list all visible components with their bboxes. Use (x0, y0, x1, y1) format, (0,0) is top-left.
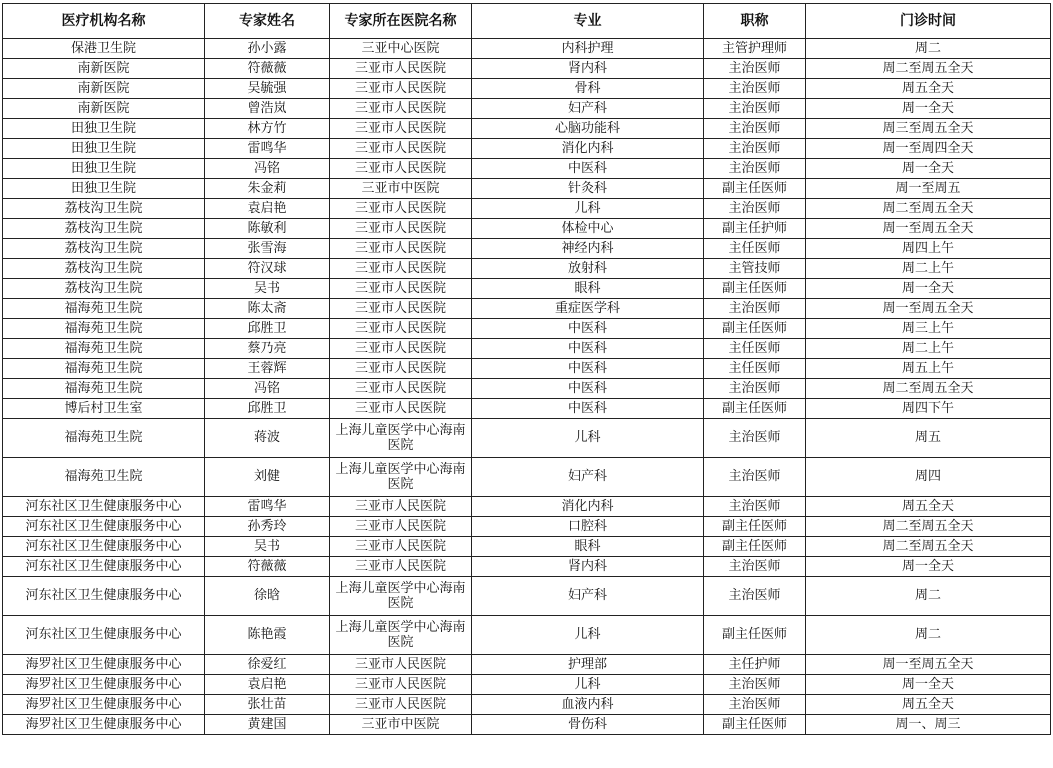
cell-institution: 福海苑卫生院 (3, 339, 205, 359)
cell-expert-hospital: 三亚市人民医院 (330, 279, 472, 299)
cell-expert-hospital: 三亚市人民医院 (330, 399, 472, 419)
cell-expert-hospital: 三亚市人民医院 (330, 299, 472, 319)
schedule-table-wrapper (2, 3, 1050, 735)
cell-expert-hospital: 三亚市人民医院 (330, 675, 472, 695)
cell-title: 主治医师 (704, 419, 806, 458)
cell-title: 主治医师 (704, 99, 806, 119)
cell-institution: 保港卫生院 (3, 39, 205, 59)
cell-specialty: 肾内科 (472, 59, 704, 79)
cell-specialty: 肾内科 (472, 557, 704, 577)
table-row (3, 616, 1051, 655)
cell-institution: 荔枝沟卫生院 (3, 199, 205, 219)
table-row (3, 695, 1051, 715)
table-row (3, 119, 1051, 139)
cell-clinic-time: 周一至周五 (806, 179, 1051, 199)
cell-title: 主任医师 (704, 339, 806, 359)
cell-clinic-time: 周二至周五全天 (806, 517, 1051, 537)
cell-specialty: 中医科 (472, 399, 704, 419)
cell-institution: 河东社区卫生健康服务中心 (3, 497, 205, 517)
cell-expert-hospital: 三亚市人民医院 (330, 139, 472, 159)
cell-clinic-time: 周四 (806, 458, 1051, 497)
cell-title: 副主任医师 (704, 319, 806, 339)
table-row (3, 59, 1051, 79)
table-row (3, 458, 1051, 497)
cell-clinic-time: 周四下午 (806, 399, 1051, 419)
cell-expert-name: 蒋波 (205, 419, 330, 458)
cell-specialty: 体检中心 (472, 219, 704, 239)
cell-expert-name: 孙秀玲 (205, 517, 330, 537)
cell-institution: 福海苑卫生院 (3, 419, 205, 458)
cell-clinic-time: 周五上午 (806, 359, 1051, 379)
cell-title: 副主任医师 (704, 399, 806, 419)
cell-expert-name: 曾浩岚 (205, 99, 330, 119)
cell-title: 主任医师 (704, 239, 806, 259)
cell-expert-name: 蔡乃亮 (205, 339, 330, 359)
table-row (3, 359, 1051, 379)
cell-expert-name: 邱胜卫 (205, 399, 330, 419)
cell-clinic-time: 周五 (806, 419, 1051, 458)
table-row (3, 715, 1051, 735)
cell-title: 主治医师 (704, 59, 806, 79)
cell-specialty: 心脑功能科 (472, 119, 704, 139)
cell-expert-name: 徐晗 (205, 577, 330, 616)
cell-title: 副主任医师 (704, 537, 806, 557)
cell-expert-name: 吴书 (205, 537, 330, 557)
cell-expert-name: 陈敏利 (205, 219, 330, 239)
cell-institution: 河东社区卫生健康服务中心 (3, 537, 205, 557)
table-row (3, 219, 1051, 239)
cell-title: 主管技师 (704, 259, 806, 279)
header-title: 职称 (704, 4, 806, 39)
cell-expert-hospital: 三亚市人民医院 (330, 517, 472, 537)
cell-expert-hospital: 三亚市人民医院 (330, 59, 472, 79)
cell-expert-hospital: 三亚市人民医院 (330, 497, 472, 517)
table-row (3, 339, 1051, 359)
cell-expert-hospital: 三亚市人民医院 (330, 319, 472, 339)
cell-clinic-time: 周五全天 (806, 497, 1051, 517)
cell-clinic-time: 周一全天 (806, 99, 1051, 119)
table-row (3, 557, 1051, 577)
cell-expert-hospital: 三亚市人民医院 (330, 557, 472, 577)
cell-expert-hospital: 三亚市人民医院 (330, 99, 472, 119)
cell-specialty: 神经内科 (472, 239, 704, 259)
cell-expert-name: 雷鸣华 (205, 497, 330, 517)
cell-title: 主治医师 (704, 379, 806, 399)
cell-title: 主治医师 (704, 79, 806, 99)
cell-specialty: 妇产科 (472, 99, 704, 119)
cell-clinic-time: 周二 (806, 616, 1051, 655)
cell-expert-hospital: 三亚市中医院 (330, 179, 472, 199)
cell-specialty: 骨科 (472, 79, 704, 99)
header-specialty: 专业 (472, 4, 704, 39)
cell-expert-name: 雷鸣华 (205, 139, 330, 159)
table-row (3, 259, 1051, 279)
cell-clinic-time: 周一、周三 (806, 715, 1051, 735)
cell-title: 主治医师 (704, 458, 806, 497)
table-row (3, 537, 1051, 557)
cell-expert-name: 黄建国 (205, 715, 330, 735)
cell-expert-name: 袁启艳 (205, 675, 330, 695)
cell-expert-name: 陈艳霞 (205, 616, 330, 655)
cell-clinic-time: 周一至周四全天 (806, 139, 1051, 159)
cell-institution: 荔枝沟卫生院 (3, 259, 205, 279)
cell-clinic-time: 周二上午 (806, 259, 1051, 279)
cell-specialty: 消化内科 (472, 497, 704, 517)
cell-clinic-time: 周二 (806, 39, 1051, 59)
cell-expert-hospital: 三亚市中医院 (330, 715, 472, 735)
table-row (3, 159, 1051, 179)
cell-institution: 田独卫生院 (3, 139, 205, 159)
cell-institution: 河东社区卫生健康服务中心 (3, 517, 205, 537)
cell-clinic-time: 周一全天 (806, 557, 1051, 577)
table-row (3, 497, 1051, 517)
cell-expert-name: 陈太斋 (205, 299, 330, 319)
cell-specialty: 护理部 (472, 655, 704, 675)
cell-expert-name: 林方竹 (205, 119, 330, 139)
cell-expert-name: 冯铭 (205, 379, 330, 399)
cell-clinic-time: 周二上午 (806, 339, 1051, 359)
cell-clinic-time: 周一至周五全天 (806, 219, 1051, 239)
cell-specialty: 口腔科 (472, 517, 704, 537)
cell-specialty: 儿科 (472, 675, 704, 695)
table-row (3, 199, 1051, 219)
table-row (3, 279, 1051, 299)
cell-expert-name: 徐爱红 (205, 655, 330, 675)
cell-institution: 田独卫生院 (3, 159, 205, 179)
table-row (3, 577, 1051, 616)
cell-title: 副主任医师 (704, 517, 806, 537)
cell-clinic-time: 周三至周五全天 (806, 119, 1051, 139)
table-row (3, 399, 1051, 419)
cell-title: 主治医师 (704, 299, 806, 319)
cell-expert-hospital: 三亚市人民医院 (330, 259, 472, 279)
header-expert-name: 专家姓名 (205, 4, 330, 39)
cell-title: 副主任护师 (704, 219, 806, 239)
cell-specialty: 中医科 (472, 379, 704, 399)
cell-specialty: 内科护理 (472, 39, 704, 59)
cell-institution: 海罗社区卫生健康服务中心 (3, 695, 205, 715)
cell-expert-name: 符薇薇 (205, 557, 330, 577)
cell-institution: 福海苑卫生院 (3, 299, 205, 319)
header-institution: 医疗机构名称 (3, 4, 205, 39)
cell-specialty: 中医科 (472, 159, 704, 179)
cell-clinic-time: 周二至周五全天 (806, 59, 1051, 79)
cell-institution: 海罗社区卫生健康服务中心 (3, 715, 205, 735)
header-row (3, 4, 1051, 39)
cell-institution: 福海苑卫生院 (3, 359, 205, 379)
cell-institution: 博后村卫生室 (3, 399, 205, 419)
cell-clinic-time: 周五全天 (806, 695, 1051, 715)
cell-title: 主治医师 (704, 139, 806, 159)
cell-clinic-time: 周二至周五全天 (806, 537, 1051, 557)
cell-expert-hospital: 上海儿童医学中心海南医院 (330, 419, 472, 458)
cell-clinic-time: 周二至周五全天 (806, 379, 1051, 399)
table-row (3, 379, 1051, 399)
cell-clinic-time: 周一全天 (806, 675, 1051, 695)
cell-expert-name: 袁启艳 (205, 199, 330, 219)
cell-expert-hospital: 三亚市人民医院 (330, 119, 472, 139)
cell-expert-hospital: 三亚市人民医院 (330, 339, 472, 359)
table-row (3, 299, 1051, 319)
table-header (3, 4, 1051, 39)
table-row (3, 675, 1051, 695)
cell-expert-name: 张壮苗 (205, 695, 330, 715)
table-row (3, 517, 1051, 537)
table-row (3, 419, 1051, 458)
cell-expert-hospital: 三亚市人民医院 (330, 655, 472, 675)
cell-expert-name: 张雪海 (205, 239, 330, 259)
cell-institution: 南新医院 (3, 79, 205, 99)
cell-expert-name: 符汉球 (205, 259, 330, 279)
cell-expert-hospital: 三亚市人民医院 (330, 219, 472, 239)
cell-specialty: 放射科 (472, 259, 704, 279)
cell-institution: 荔枝沟卫生院 (3, 219, 205, 239)
table-row (3, 239, 1051, 259)
cell-clinic-time: 周一全天 (806, 279, 1051, 299)
cell-institution: 田独卫生院 (3, 179, 205, 199)
cell-clinic-time: 周一至周五全天 (806, 655, 1051, 675)
cell-expert-hospital: 三亚市人民医院 (330, 239, 472, 259)
table-row (3, 179, 1051, 199)
expert-clinic-schedule-table (2, 3, 1051, 735)
cell-institution: 福海苑卫生院 (3, 458, 205, 497)
cell-title: 主管护理师 (704, 39, 806, 59)
cell-institution: 福海苑卫生院 (3, 379, 205, 399)
cell-expert-hospital: 三亚市人民医院 (330, 537, 472, 557)
cell-specialty: 妇产科 (472, 577, 704, 616)
cell-expert-hospital: 三亚市人民医院 (330, 79, 472, 99)
table-row (3, 99, 1051, 119)
cell-expert-hospital: 三亚市人民医院 (330, 199, 472, 219)
cell-specialty: 妇产科 (472, 458, 704, 497)
cell-specialty: 血液内科 (472, 695, 704, 715)
cell-title: 主治医师 (704, 159, 806, 179)
cell-expert-hospital: 上海儿童医学中心海南医院 (330, 458, 472, 497)
table-row (3, 655, 1051, 675)
cell-title: 副主任医师 (704, 616, 806, 655)
cell-institution: 福海苑卫生院 (3, 319, 205, 339)
cell-expert-name: 邱胜卫 (205, 319, 330, 339)
cell-specialty: 眼科 (472, 537, 704, 557)
cell-institution: 海罗社区卫生健康服务中心 (3, 675, 205, 695)
cell-title: 主治医师 (704, 497, 806, 517)
cell-expert-name: 王蓉辉 (205, 359, 330, 379)
cell-title: 主治医师 (704, 675, 806, 695)
cell-expert-hospital: 三亚市人民医院 (330, 379, 472, 399)
cell-clinic-time: 周四上午 (806, 239, 1051, 259)
table-body (3, 39, 1051, 735)
table-row (3, 139, 1051, 159)
cell-institution: 南新医院 (3, 99, 205, 119)
table-row (3, 39, 1051, 59)
cell-clinic-time: 周五全天 (806, 79, 1051, 99)
cell-specialty: 中医科 (472, 319, 704, 339)
cell-title: 主任医师 (704, 359, 806, 379)
cell-institution: 田独卫生院 (3, 119, 205, 139)
cell-expert-name: 刘健 (205, 458, 330, 497)
cell-specialty: 消化内科 (472, 139, 704, 159)
cell-expert-hospital: 三亚市人民医院 (330, 695, 472, 715)
cell-title: 副主任医师 (704, 179, 806, 199)
cell-expert-hospital: 三亚中心医院 (330, 39, 472, 59)
cell-title: 副主任医师 (704, 279, 806, 299)
cell-title: 主治医师 (704, 577, 806, 616)
cell-expert-name: 孙小露 (205, 39, 330, 59)
header-expert-hospital: 专家所在医院名称 (330, 4, 472, 39)
cell-expert-hospital: 三亚市人民医院 (330, 359, 472, 379)
cell-title: 主治医师 (704, 557, 806, 577)
cell-institution: 河东社区卫生健康服务中心 (3, 577, 205, 616)
cell-specialty: 针灸科 (472, 179, 704, 199)
cell-expert-name: 符薇薇 (205, 59, 330, 79)
cell-specialty: 儿科 (472, 199, 704, 219)
cell-specialty: 中医科 (472, 339, 704, 359)
cell-expert-name: 吴毓强 (205, 79, 330, 99)
cell-institution: 荔枝沟卫生院 (3, 239, 205, 259)
cell-clinic-time: 周二 (806, 577, 1051, 616)
cell-expert-hospital: 上海儿童医学中心海南医院 (330, 577, 472, 616)
cell-expert-hospital: 三亚市人民医院 (330, 159, 472, 179)
cell-institution: 荔枝沟卫生院 (3, 279, 205, 299)
cell-specialty: 中医科 (472, 359, 704, 379)
cell-specialty: 骨伤科 (472, 715, 704, 735)
cell-institution: 海罗社区卫生健康服务中心 (3, 655, 205, 675)
cell-specialty: 儿科 (472, 616, 704, 655)
cell-expert-name: 吴书 (205, 279, 330, 299)
table-row (3, 79, 1051, 99)
cell-institution: 河东社区卫生健康服务中心 (3, 557, 205, 577)
cell-expert-name: 朱金莉 (205, 179, 330, 199)
cell-title: 主治医师 (704, 119, 806, 139)
cell-expert-hospital: 上海儿童医学中心海南医院 (330, 616, 472, 655)
header-clinic-time: 门诊时间 (806, 4, 1051, 39)
cell-title: 主治医师 (704, 695, 806, 715)
cell-specialty: 重症医学科 (472, 299, 704, 319)
cell-specialty: 眼科 (472, 279, 704, 299)
cell-clinic-time: 周一至周五全天 (806, 299, 1051, 319)
cell-expert-name: 冯铭 (205, 159, 330, 179)
cell-institution: 河东社区卫生健康服务中心 (3, 616, 205, 655)
cell-clinic-time: 周一全天 (806, 159, 1051, 179)
cell-title: 主任护师 (704, 655, 806, 675)
cell-title: 副主任医师 (704, 715, 806, 735)
table-row (3, 319, 1051, 339)
cell-specialty: 儿科 (472, 419, 704, 458)
cell-clinic-time: 周三上午 (806, 319, 1051, 339)
cell-institution: 南新医院 (3, 59, 205, 79)
cell-clinic-time: 周二至周五全天 (806, 199, 1051, 219)
cell-title: 主治医师 (704, 199, 806, 219)
